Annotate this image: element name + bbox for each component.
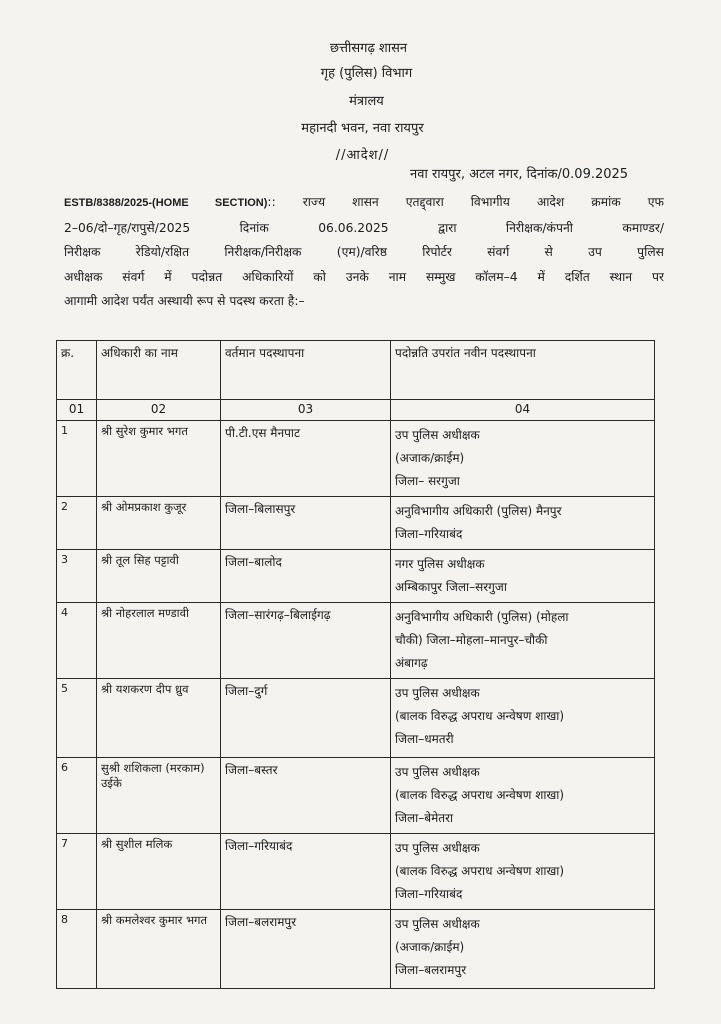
officer-name: श्री सुरेश कुमार भगत [97, 421, 221, 497]
table-header-row [57, 341, 655, 400]
serial-number: 4 [57, 603, 97, 679]
new-posting: उप पुलिस अधीक्षक (अजाक/क्राईम) जिला–बलरामपुर [391, 910, 655, 989]
header-serial: क्र. [57, 341, 97, 400]
table-row [57, 834, 655, 910]
officer-name: श्री तूल सिह पट्टावी [97, 550, 221, 603]
header-new-posting: पदोन्नति उपरांत नवीन पदस्थापना [391, 341, 655, 400]
posting-table [56, 340, 655, 989]
govt-title: छत्तीसगढ़ शासन [329, 41, 408, 56]
serial-number: 8 [57, 910, 97, 989]
new-posting: उप पुलिस अधीक्षक (अजाक/क्राईम) जिला– सरगुजा [391, 421, 655, 497]
new-posting: उप पुलिस अधीक्षक (बालक विरुद्ध अपराध अन्वेषण शाखा) जिला–धमतरी [391, 679, 655, 758]
officer-name: सुश्री शशिकला (मरकाम) उईके [97, 758, 221, 834]
serial-number: 2 [57, 497, 97, 550]
table-row [57, 679, 655, 758]
new-posting: उप पुलिस अधीक्षक (बालक विरुद्ध अपराध अन्वेषण शाखा) जिला–बेमेतरा [391, 758, 655, 834]
serial-number: 6 [57, 758, 97, 834]
new-posting: अनुविभागीय अधिकारी (पुलिस) मैनपुर जिला–गरियाबंद [391, 497, 655, 550]
table-row [57, 758, 655, 834]
officer-name: श्री सुशील मलिक [97, 834, 221, 910]
current-posting: जिला–दुर्ग [221, 679, 391, 758]
table-row [57, 497, 655, 550]
officer-name: श्री यशकरण दीप ध्रुव [97, 679, 221, 758]
column-number: 04 [391, 400, 655, 421]
column-number: 01 [57, 400, 97, 421]
officer-name: श्री कमलेश्वर कुमार भगत [97, 910, 221, 989]
table-column-number-row [57, 400, 655, 421]
serial-number: 1 [57, 421, 97, 497]
serial-number: 3 [57, 550, 97, 603]
place-date-line: नवा रायपुर, अटल नगर, दिनांक/0.09.2025 [410, 167, 629, 182]
header-officer-name: अधिकारी का नाम [97, 341, 221, 400]
paragraph-line-2: 2–06/दो–गृह/रापुसे/2025 दिनांक 06.06.2025 द्वारा निरीक्षक/कंपनी कमाण्डर/ [64, 220, 664, 235]
reference-number: ESTB/8388/2025-(HOME SECTION) [64, 197, 268, 209]
column-number: 03 [221, 400, 391, 421]
current-posting: जिला–बालोद [221, 550, 391, 603]
officer-name: श्री ओमप्रकाश कुजूर [97, 497, 221, 550]
paragraph-line-4: अधीक्षक संवर्ग में पदोन्नत अधिकारियों को उनके नाम सम्मुख कॉलम–4 में दर्शित स्थान पर [64, 269, 664, 284]
department-title: गृह (पुलिस) विभाग [320, 66, 413, 81]
order-paragraph [64, 190, 664, 314]
new-posting: अनुविभागीय अधिकारी (पुलिस) (मोहला चौकी) जिला–मोहला–मानपुर–चौकी अंबागढ़ [391, 603, 655, 679]
new-posting: नगर पुलिस अधीक्षक अम्बिकापुर जिला–सरगुजा [391, 550, 655, 603]
current-posting: जिला–बस्तर [221, 758, 391, 834]
order-heading: //आदेश// [335, 148, 390, 163]
table-row [57, 603, 655, 679]
office-address: महानदी भवन, नवा रायपुर [301, 121, 424, 136]
paragraph-line-1 [64, 190, 664, 216]
current-posting: जिला–बिलासपुर [221, 497, 391, 550]
current-posting: जिला–सारंगढ़–बिलाईगढ़ [221, 603, 391, 679]
table-row [57, 910, 655, 989]
current-posting: पी.टी.एस मैनपाट [221, 421, 391, 497]
serial-number: 5 [57, 679, 97, 758]
header-current-posting: वर्तमान पदस्थापना [221, 341, 391, 400]
current-posting: जिला–बलरामपुर [221, 910, 391, 989]
table-row [57, 421, 655, 497]
current-posting: जिला–गरियाबंद [221, 834, 391, 910]
column-number: 02 [97, 400, 221, 421]
paragraph-line-3: निरीक्षक रेडियो/रक्षित निरीक्षक/निरीक्षक (एम)/वरिष्ठ रिपोर्टर संवर्ग से उप पुलिस [64, 245, 664, 260]
officer-name: श्री नोहरलाल मण्डावी [97, 603, 221, 679]
paragraph-line-5: आगामी आदेश पर्यंत अस्थायी रूप से पदस्थ करता है:– [64, 294, 305, 309]
serial-number: 7 [57, 834, 97, 910]
table-row [57, 550, 655, 603]
paragraph-line-1-text: :: राज्य शासन एतद्द्वारा विभागीय आदेश क्रमांक एफ [267, 195, 664, 209]
ministry-title: मंत्रालय [349, 94, 384, 109]
new-posting: उप पुलिस अधीक्षक (बालक विरुद्ध अपराध अन्वेषण शाखा) जिला–गरियाबंद [391, 834, 655, 910]
